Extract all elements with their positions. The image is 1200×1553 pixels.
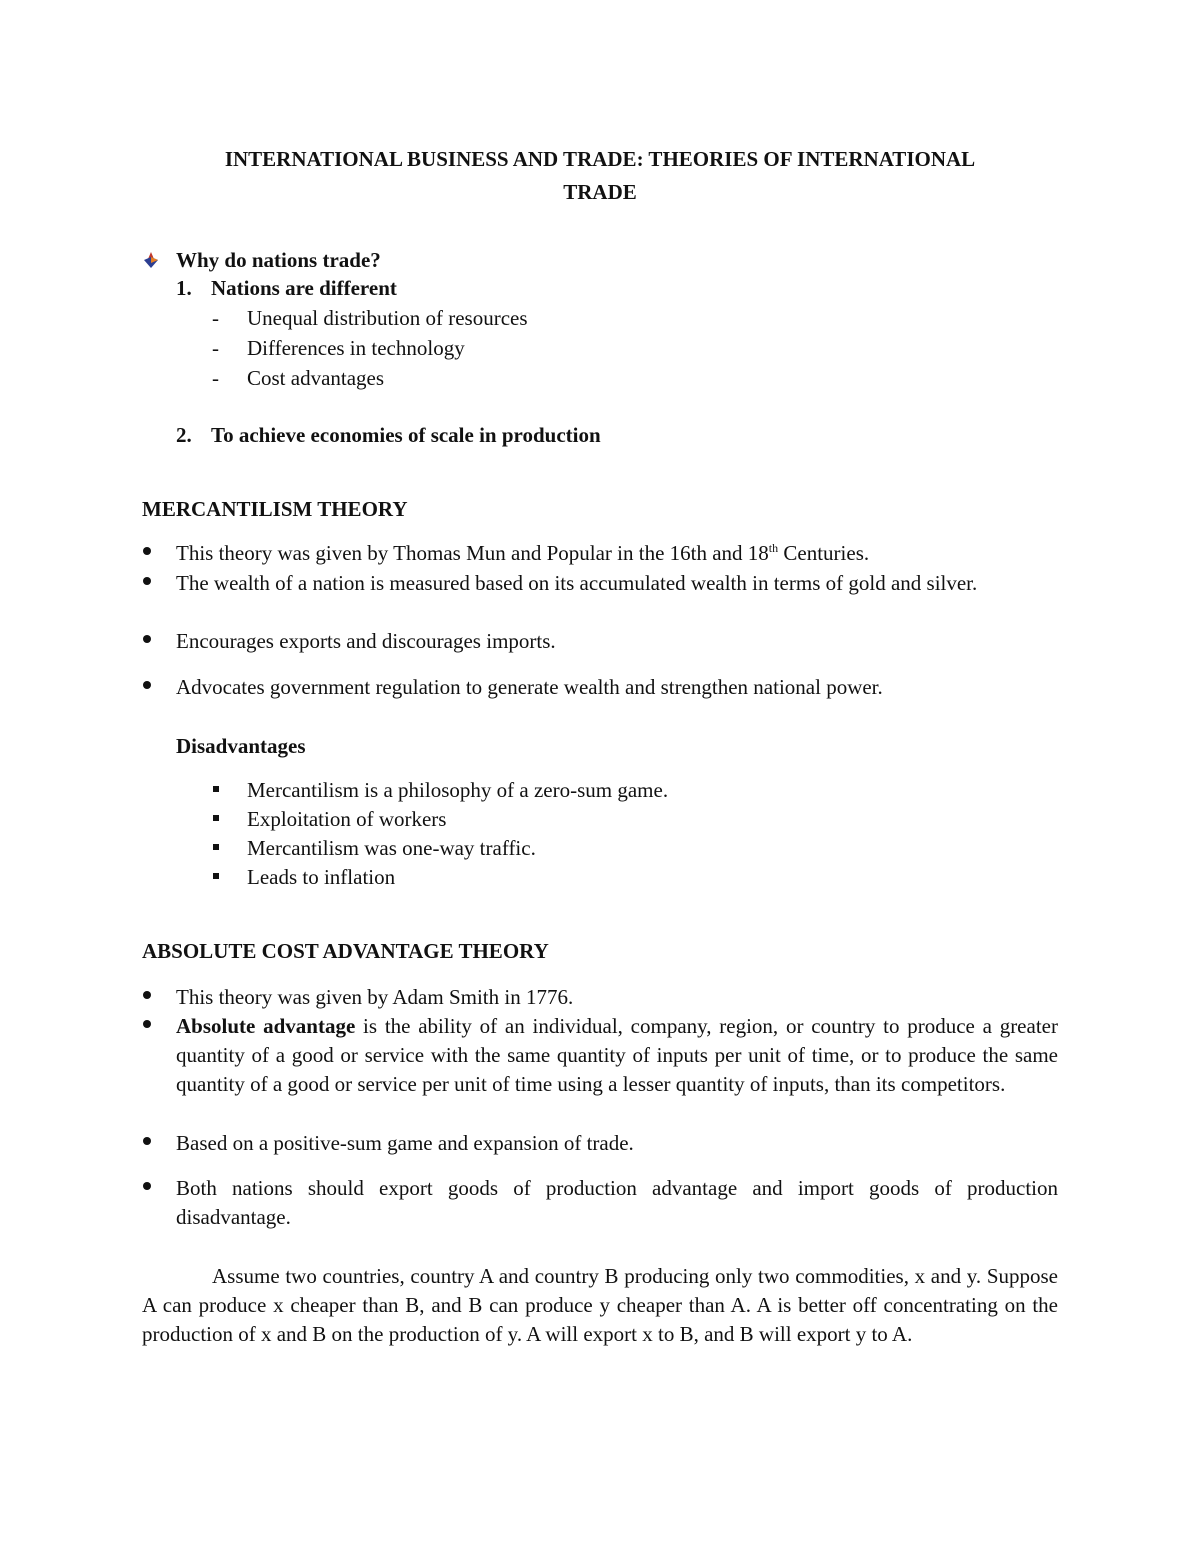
dash-marker: - [212, 336, 219, 360]
bullet-text: Centuries. [778, 541, 870, 565]
arrow-bullet-icon [142, 251, 160, 269]
disadvantage-item: Leads to inflation [247, 865, 396, 889]
mercantilism-bullet-2: The wealth of a nation is measured based on its accumulated wealth in terms of gold and silver. [176, 571, 978, 595]
bullet-dot [143, 547, 151, 555]
document-title [142, 143, 1058, 209]
absolute-bullet-4: Both nations should export goods of production advantage and import goods of production disadvantage. [176, 1176, 1058, 1229]
absolute-bullet-2 [176, 1012, 1058, 1099]
example-paragraph: Assume two countries, country A and country B producing only two commodities, x and y. Suppose A can produce x cheaper than B, and B can produce y cheaper than A. A is better off concentrating on the production of x and B on the production of y. A will export x to B, and B will export y to A. [142, 1264, 1058, 1346]
title-line-2: TRADE [563, 180, 637, 204]
disadvantage-item: Exploitation of workers [247, 807, 447, 831]
bullet-dot [143, 1020, 151, 1028]
disadvantage-item: Mercantilism was one-way traffic. [247, 836, 536, 860]
absolute-advantage-term: Absolute advantage [176, 1014, 356, 1038]
mercantilism-bullet-1 [176, 539, 1058, 568]
mercantilism-heading: MERCANTILISM THEORY [142, 497, 408, 521]
mercantilism-bullet-4: Advocates government regulation to generate wealth and strengthen national power. [176, 675, 883, 699]
dash-marker: - [212, 366, 219, 390]
bullet-dot [143, 681, 151, 689]
reason-2-label: To achieve economies of scale in production [211, 423, 601, 447]
bullet-dot [143, 1137, 151, 1145]
disadvantages-heading: Disadvantages [176, 734, 306, 758]
reason-1-label: Nations are different [211, 276, 397, 300]
bullet-dot [143, 577, 151, 585]
dash-marker: - [212, 306, 219, 330]
bullet-text: This theory was given by Thomas Mun and Popular in the 16th and 18 [176, 541, 769, 565]
bullet-dot [143, 1182, 151, 1190]
bullet-dot [143, 991, 151, 999]
sub-item: Unequal distribution of resources [247, 306, 528, 330]
square-bullet [213, 844, 219, 850]
title-line-1: INTERNATIONAL BUSINESS AND TRADE: THEORIES OF INTERNATIONAL [224, 147, 976, 171]
reason-1-number: 1. [176, 276, 192, 300]
reason-2-number: 2. [176, 423, 192, 447]
sub-item: Cost advantages [247, 366, 385, 390]
mercantilism-bullet-3: Encourages exports and discourages imports. [176, 629, 556, 653]
superscript: th [768, 541, 779, 555]
square-bullet [213, 873, 219, 879]
disadvantage-item: Mercantilism is a philosophy of a zero-sum game. [247, 778, 669, 802]
sub-item: Differences in technology [247, 336, 465, 360]
absolute-bullet-1: This theory was given by Adam Smith in 1776. [176, 985, 574, 1009]
bullet-dot [143, 635, 151, 643]
square-bullet [213, 786, 219, 792]
absolute-bullet-3: Based on a positive-sum game and expansion of trade. [176, 1131, 634, 1155]
why-heading: Why do nations trade? [176, 248, 381, 272]
absolute-heading: ABSOLUTE COST ADVANTAGE THEORY [142, 939, 549, 963]
square-bullet [213, 815, 219, 821]
bullet-text: is the ability of an individual, company, region, or country to produce a greater quantity of a good or service with the same quantity of inputs per unit of time, or to produce the same quantity of a good or service per unit of time using a lesser quantity of inputs, than its competitors. [176, 1014, 1058, 1096]
